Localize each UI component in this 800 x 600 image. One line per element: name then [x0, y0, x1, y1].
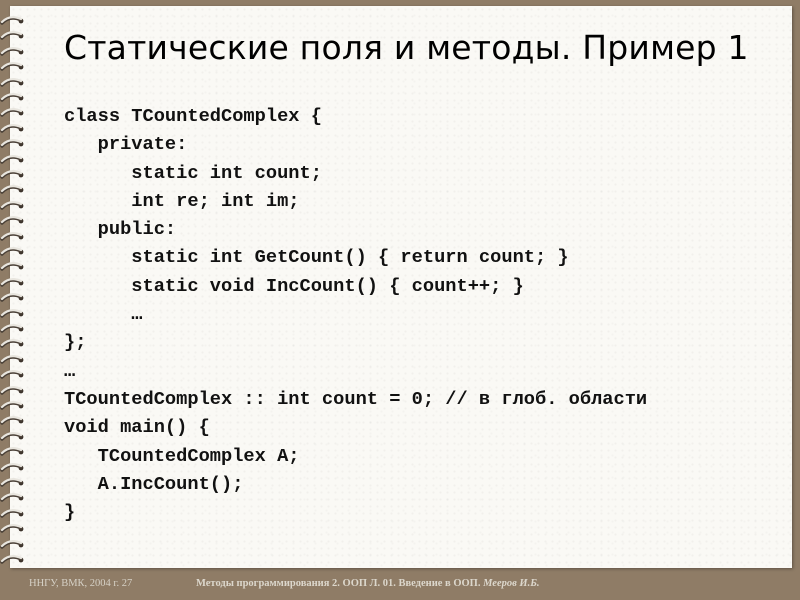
code-line: private:	[64, 133, 188, 156]
spiral-binding-ring-icon	[0, 553, 28, 565]
spiral-binding-ring-icon	[0, 445, 28, 457]
spiral-binding-ring-icon	[0, 461, 28, 473]
spiral-binding-ring-icon	[0, 507, 28, 519]
spiral-binding-ring-icon	[0, 337, 28, 349]
spiral-binding-ring-icon	[0, 430, 28, 442]
spiral-binding-ring-icon	[0, 491, 28, 503]
spiral-binding-ring-icon	[0, 384, 28, 396]
spiral-binding-ring-icon	[0, 76, 28, 88]
spiral-binding-ring-icon	[0, 353, 28, 365]
code-line: …	[64, 359, 76, 382]
spiral-binding-ring-icon	[0, 522, 28, 534]
spiral-binding-ring-icon	[0, 538, 28, 550]
spiral-binding-ring-icon	[0, 414, 28, 426]
spiral-binding-ring-icon	[0, 230, 28, 242]
code-line: A.IncCount();	[64, 472, 244, 495]
spiral-binding-ring-icon	[0, 168, 28, 180]
spiral-binding-ring-icon	[0, 106, 28, 118]
spiral-binding-ring-icon	[0, 291, 28, 303]
spiral-binding-ring-icon	[0, 307, 28, 319]
code-line: static int GetCount() { return count; }	[64, 246, 569, 269]
code-line: class TCountedComplex {	[64, 105, 322, 127]
spiral-binding-ring-icon	[0, 29, 28, 41]
code-line: TCountedComplex A;	[64, 444, 300, 467]
slide-title: Статические поля и методы. Пример 1	[64, 28, 749, 67]
spiral-binding-ring-icon	[0, 122, 28, 134]
code-block	[64, 102, 647, 526]
spiral-binding-ring-icon	[0, 476, 28, 488]
spiral-binding-ring-icon	[0, 45, 28, 57]
spiral-binding-ring-icon	[0, 368, 28, 380]
footer-course-text: Методы программирования 2. ООП Л. 01. Введение в ООП.	[196, 578, 481, 589]
spiral-binding-ring-icon	[0, 137, 28, 149]
code-line: TCountedComplex :: int count = 0; // в глоб. области	[64, 387, 648, 410]
footer-course-info	[196, 578, 540, 594]
code-line: static void IncCount() { count++; }	[64, 274, 524, 297]
spiral-binding-ring-icon	[0, 14, 28, 26]
footer-page-info: ННГУ, ВМК, 2004 г. 27	[29, 578, 133, 589]
spiral-binding-ring-icon	[0, 60, 28, 72]
code-line: int re; int im;	[64, 189, 300, 212]
notebook-page	[10, 6, 792, 568]
footer-author: Мееров И.Б.	[483, 578, 540, 589]
code-line: }	[64, 501, 76, 524]
spiral-binding-ring-icon	[0, 245, 28, 257]
spiral-binding-ring-icon	[0, 399, 28, 411]
spiral-binding-ring-icon	[0, 183, 28, 195]
code-line: public:	[64, 218, 177, 241]
spiral-binding-ring-icon	[0, 276, 28, 288]
code-line: };	[64, 331, 87, 354]
spiral-binding-ring-icon	[0, 91, 28, 103]
spiral-binding	[0, 6, 30, 566]
code-line: void main() {	[64, 416, 210, 439]
spiral-binding-ring-icon	[0, 260, 28, 272]
code-line: static int count;	[64, 161, 322, 184]
code-line: …	[64, 303, 143, 326]
spiral-binding-ring-icon	[0, 214, 28, 226]
spiral-binding-ring-icon	[0, 153, 28, 165]
spiral-binding-ring-icon	[0, 199, 28, 211]
spiral-binding-ring-icon	[0, 322, 28, 334]
